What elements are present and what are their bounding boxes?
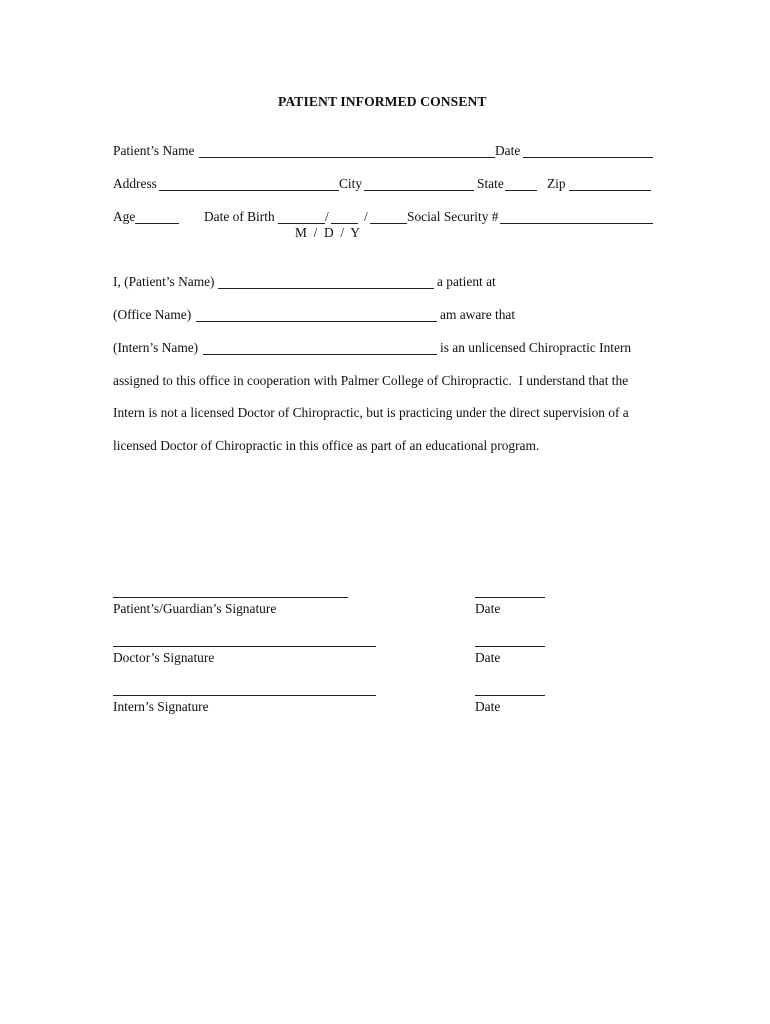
address-label: Address — [113, 176, 157, 191]
consent-office-name-field[interactable] — [196, 321, 437, 322]
consent-patient-name-field[interactable] — [218, 288, 434, 289]
ssn-field[interactable] — [500, 223, 653, 224]
dob-year-field[interactable] — [370, 223, 407, 224]
city-label: City — [339, 176, 363, 191]
intern-signature-label: Intern’s Signature — [113, 699, 209, 714]
ssn-label: Social Security # — [407, 209, 499, 224]
doctor-signature-label: Doctor’s Signature — [113, 650, 215, 665]
consent-intern-name-field[interactable] — [203, 354, 437, 355]
age-field[interactable] — [135, 223, 179, 224]
dob-label: Date of Birth — [204, 209, 275, 224]
consent-office-name-suffix: am aware that — [440, 307, 516, 322]
doctor-date-line[interactable] — [475, 646, 545, 647]
dob-month-field[interactable] — [278, 223, 325, 224]
consent-patient-name-suffix: a patient at — [437, 274, 496, 289]
patient-guardian-date-line[interactable] — [475, 597, 545, 598]
consent-text-line-6: licensed Doctor of Chiropractic in this office as part of an educational program. — [113, 438, 540, 453]
city-field[interactable] — [364, 190, 474, 191]
dob-separator-2: / — [364, 209, 368, 224]
intern-date-line[interactable] — [475, 695, 545, 696]
state-field[interactable] — [505, 190, 537, 191]
doctor-date-label: Date — [475, 650, 501, 665]
dob-format-hint: M / D / Y — [295, 225, 360, 240]
consent-text-line-4: assigned to this office in cooperation with Palmer College of Chiropractic. I understand that the — [113, 373, 629, 388]
age-label: Age — [113, 209, 136, 224]
doctor-signature-line[interactable] — [113, 646, 376, 647]
patient-name-label: Patient’s Name — [113, 143, 195, 158]
patient-guardian-signature-label: Patient’s/Guardian’s Signature — [113, 601, 277, 616]
patient-guardian-date-label: Date — [475, 601, 501, 616]
patient-name-field[interactable] — [199, 157, 495, 158]
consent-intern-name-prefix: (Intern’s Name) — [113, 340, 199, 355]
consent-text-line-5: Intern is not a licensed Doctor of Chiropractic, but is practicing under the direct supervision of a — [113, 405, 629, 420]
page-title: PATIENT INFORMED CONSENT — [278, 94, 487, 109]
intern-signature-line[interactable] — [113, 695, 376, 696]
consent-office-name-prefix: (Office Name) — [113, 307, 192, 322]
intern-date-label: Date — [475, 699, 501, 714]
dob-day-field[interactable] — [331, 223, 358, 224]
patient-guardian-signature-line[interactable] — [113, 597, 348, 598]
date-field[interactable] — [523, 157, 653, 158]
zip-field[interactable] — [569, 190, 651, 191]
consent-intern-name-suffix: is an unlicensed Chiropractic Intern — [440, 340, 632, 355]
zip-label: Zip — [547, 176, 566, 191]
dob-separator-1: / — [325, 209, 329, 224]
state-label: State — [477, 176, 504, 191]
consent-patient-name-prefix: I, (Patient’s Name) — [113, 274, 215, 289]
date-label: Date — [495, 143, 521, 158]
address-field[interactable] — [159, 190, 339, 191]
